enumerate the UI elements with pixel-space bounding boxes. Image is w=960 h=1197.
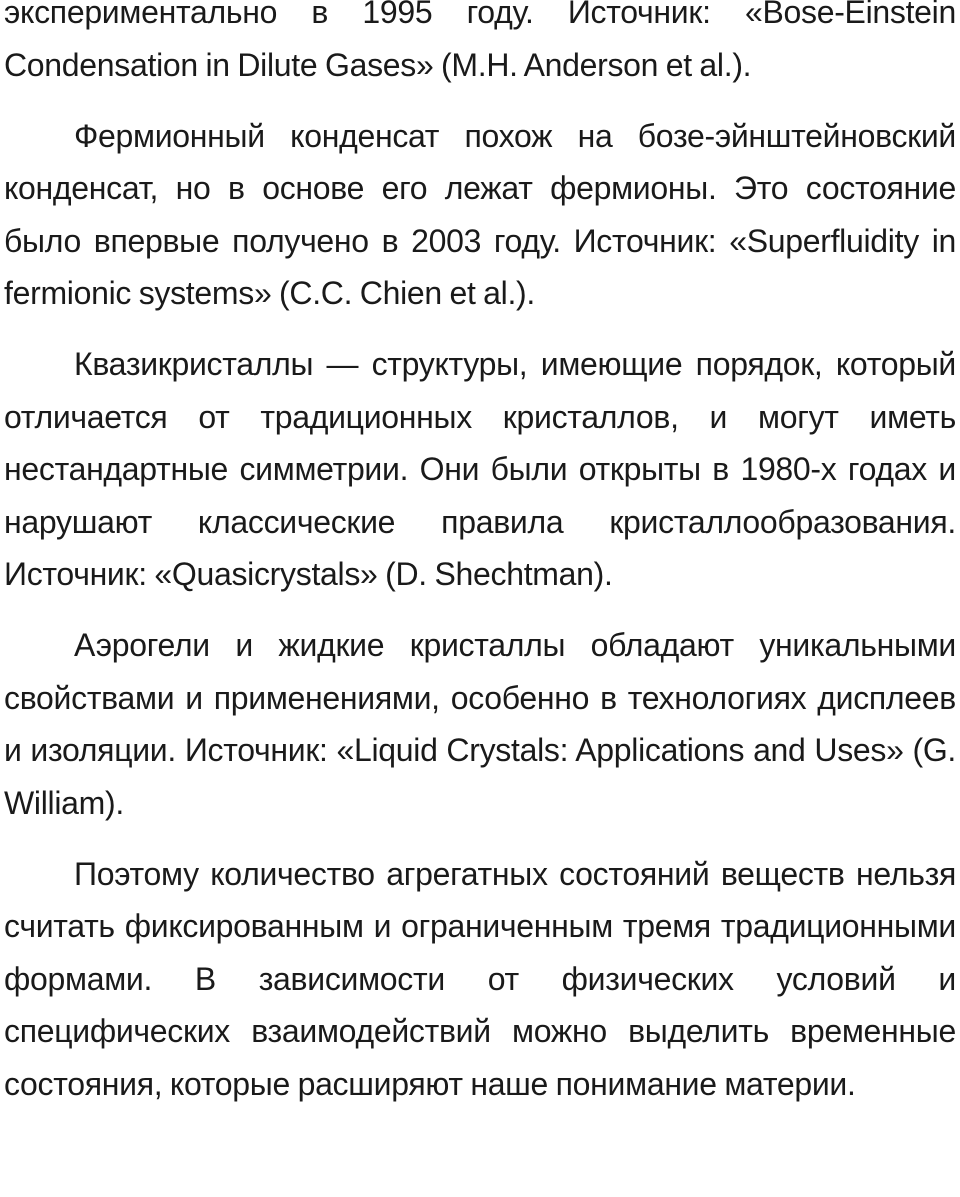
paragraph-conclusion: Поэтому количество агрегатных состояний веществ нельзя считать фиксированным и ограниченным тремя традиционными формами. В зависимости от физических условий и специфических взаимодействий можно выделить временные состояния, которые расширяют наше понимание материи. <box>4 855 956 1102</box>
document-page <box>4 0 956 1110</box>
paragraph-aerogels-liquid-crystals: Аэрогели и жидкие кристаллы обладают уникальными свойствами и применениями, особенно в технологиях дисплеев и изоляции. Источник: «Liquid Crystals: Applications and Uses» (G. William). <box>4 627 956 821</box>
paragraph-bec-source: экспериментально в 1995 году. Источник: «Bose-Einstein Condensation in Dilute Gases» (M.H. Anderson et al.). <box>4 0 956 83</box>
paragraph-quasicrystals: Квазикристаллы — структуры, имеющие порядок, который отличается от традиционных кристаллов, и могут иметь нестандартные симметрии. Они были открыты в 1980-х годах и нарушают классические правила кристаллообразования. Источник: «Quasicrystals» (D. Shechtman). <box>4 346 956 592</box>
paragraph-fermionic-condensate: Фермионный конденсат похож на бозе-эйнштейновский конденсат, но в основе его лежат фермионы. Это состояние было впервые получено в 2003 году. Источник: «Superfluidity in fermionic systems» (C.C. Chien et al.). <box>4 117 956 311</box>
